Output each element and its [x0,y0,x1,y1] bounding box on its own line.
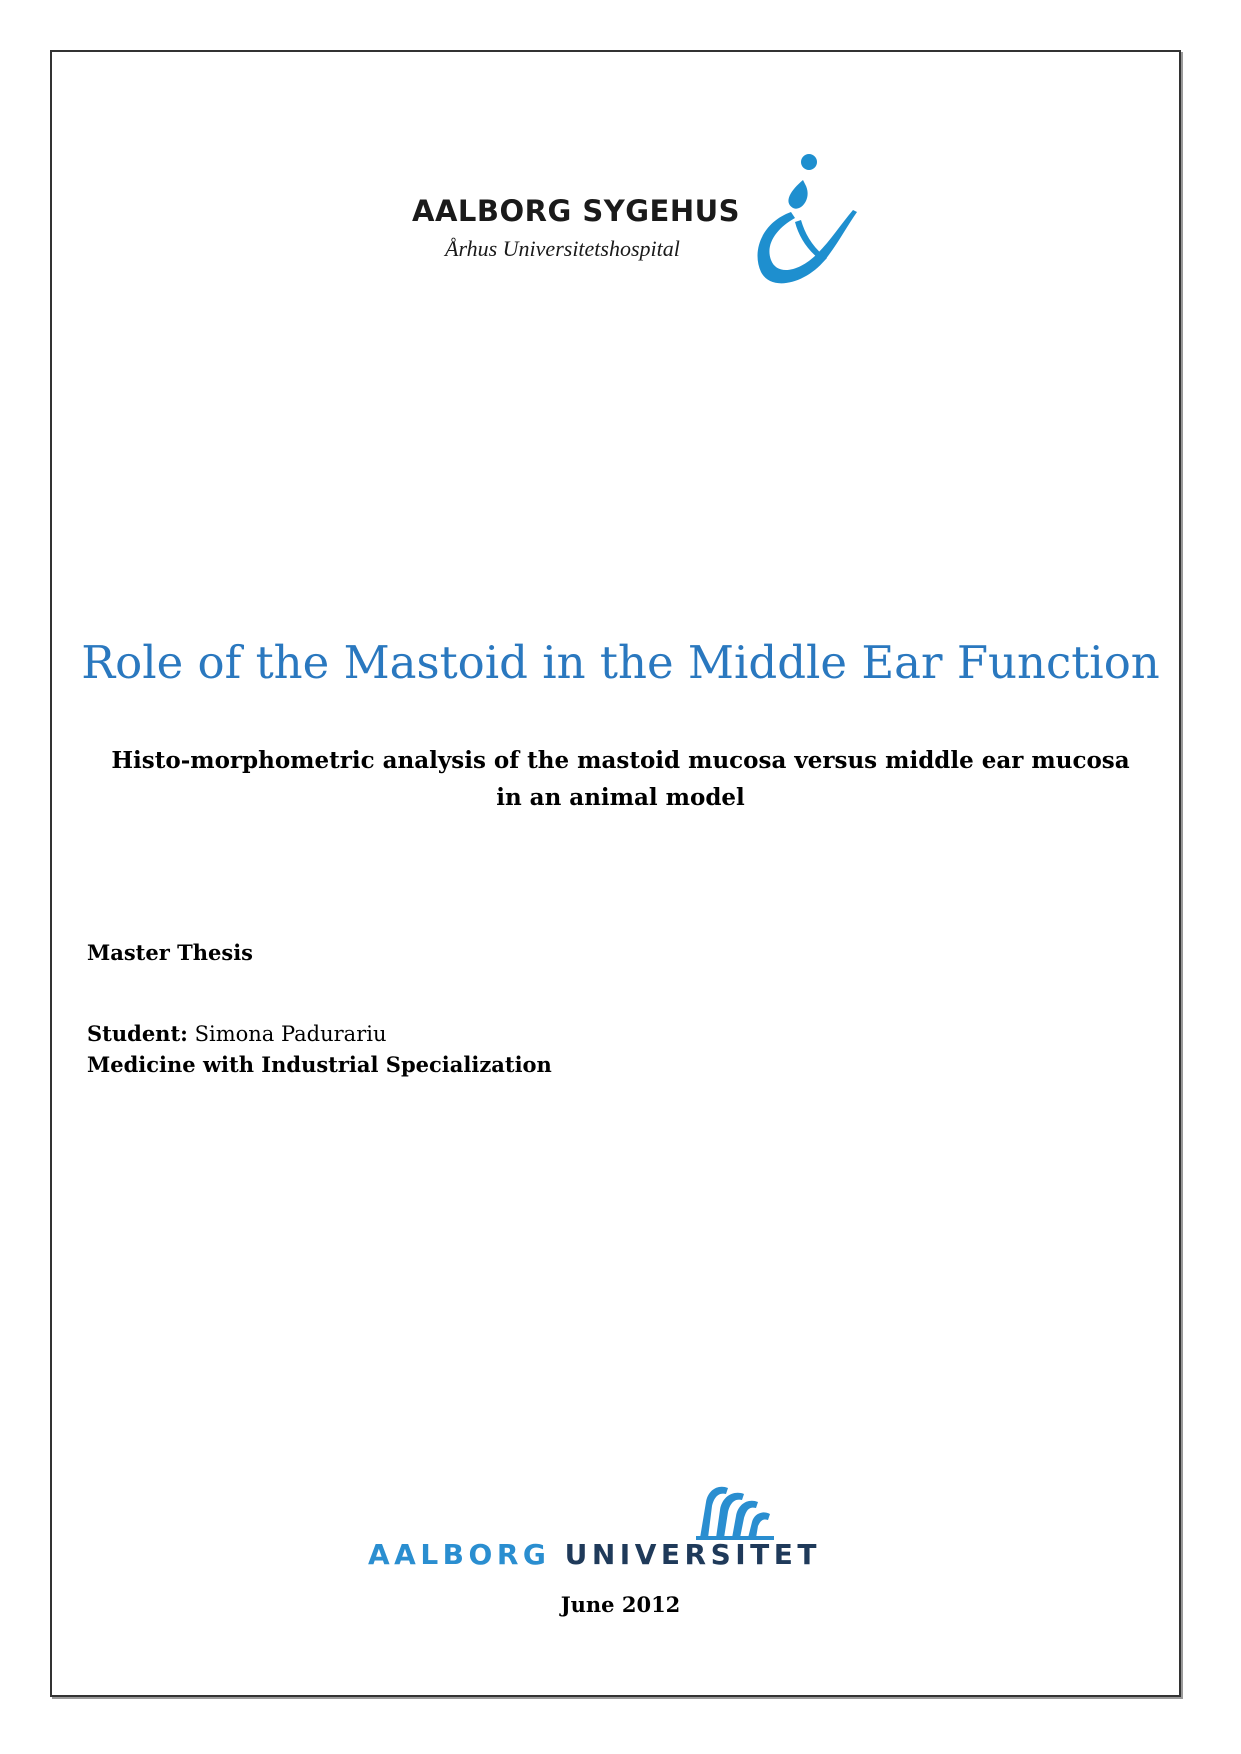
logo-bottom-name-part1: AALBORG [368,1538,551,1571]
document-subtitle [90,742,1151,816]
logo-bottom-name-part2: UNIVERSITET [564,1538,821,1571]
program-name: Medicine with Industrial Specialization [87,1052,552,1077]
logo-top-name: AALBORG SYGEHUS [412,194,741,228]
document-date: June 2012 [560,1592,681,1617]
subtitle-line-2: in an animal model [496,784,745,811]
subtitle-line-1: Histo-morphometric analysis of the mastoid mucosa versus middle ear mucosa [111,747,1130,774]
aalborg-universitet-logo [368,1480,821,1580]
student-label: Student: [87,1021,188,1046]
logo-top-subtitle: Århus Universitetshospital [445,236,680,261]
page-border [50,50,1181,1697]
aalborg-sygehus-logo [405,150,875,290]
logo-bottom-name [368,1538,821,1571]
aalborg-universitet-waves-icon [696,1480,776,1540]
student-name: Simona Padurariu [194,1022,387,1046]
student-line [87,1021,387,1046]
document-title: Role of the Mastoid in the Middle Ear Function [81,636,1160,689]
aalborg-sygehus-swirl-icon [743,150,863,290]
document-type: Master Thesis [87,940,253,965]
